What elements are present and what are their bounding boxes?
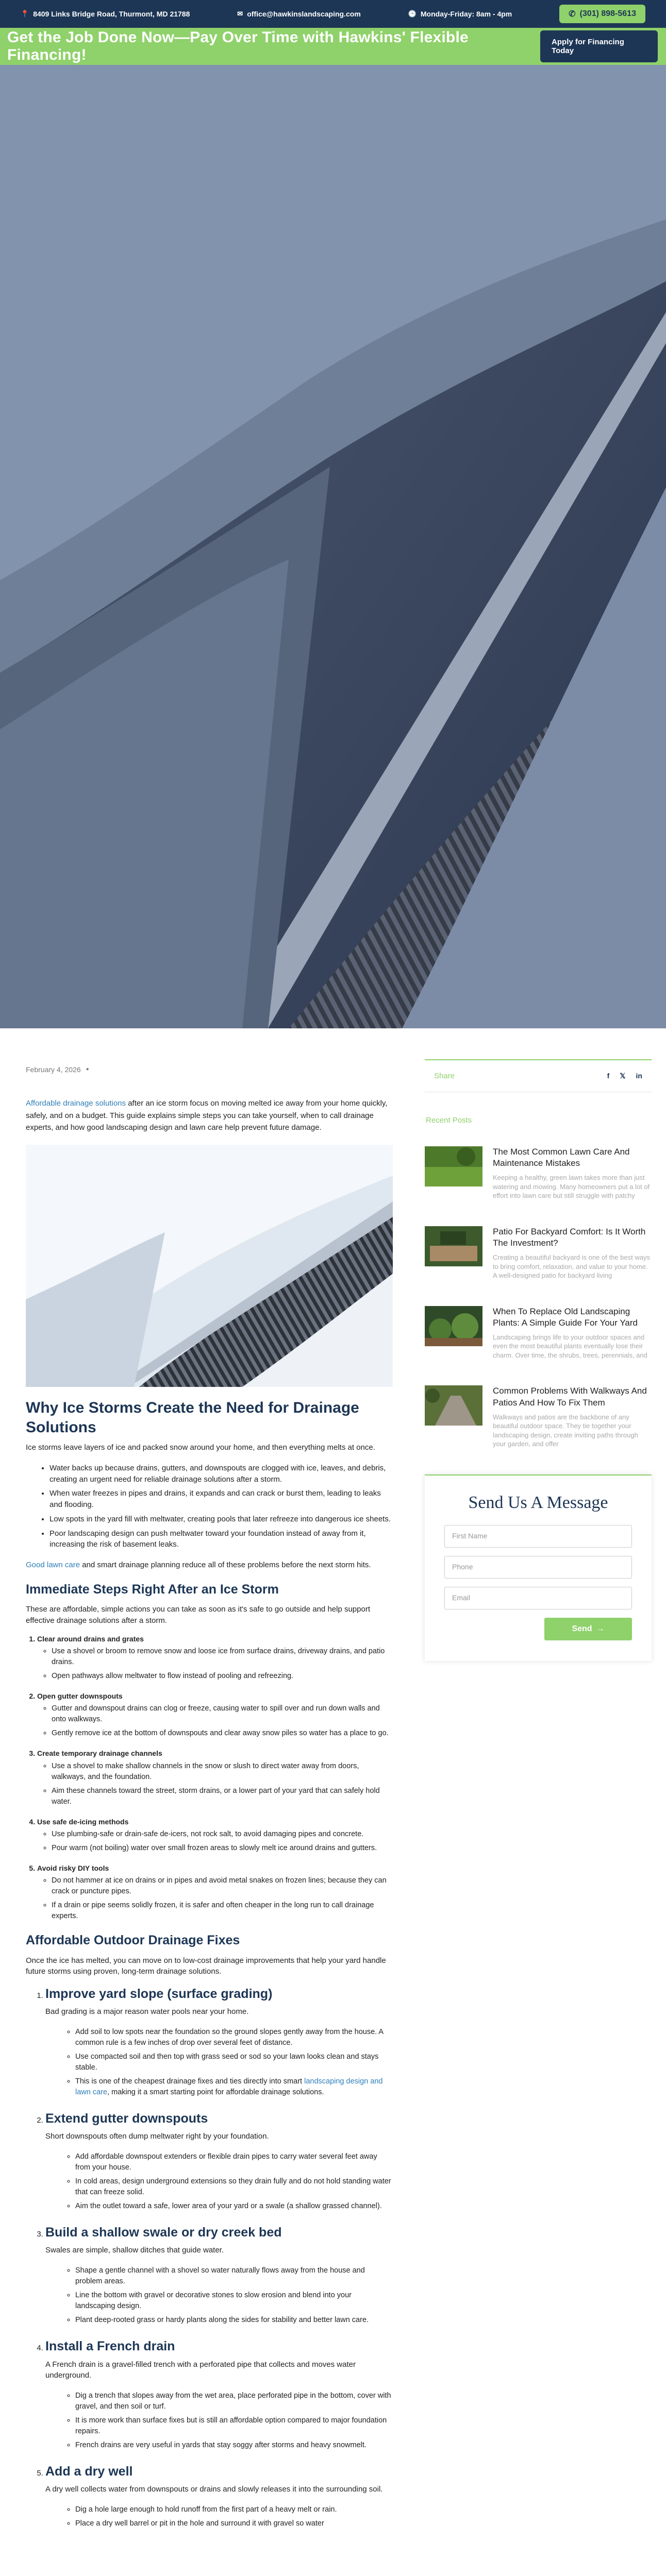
fix-description: A French drain is a gravel-filled trench with a perforated pipe that collects and moves water underground. — [45, 2360, 356, 2380]
drainage-fixes-list — [45, 1985, 393, 2529]
intro-paragraph — [26, 1097, 393, 1133]
arrow-right-icon: → — [596, 1624, 605, 1633]
why-paragraph: Ice storms leave layers of ice and packed snow around your home, and then everything melts at once. — [26, 1443, 375, 1452]
fix-description: Bad grading is a major reason water pools near your home. — [45, 2007, 249, 2016]
post-excerpt: Keeping a healthy, green lawn takes more than just watering and mowing. Many homeowners put a lot of effort into lawn care but still struggle with patchy — [493, 1174, 650, 1200]
promo-text: Get the Job Done Now—Pay Over Time with Hawkins' Flexible Financing! — [7, 29, 469, 63]
contact-form — [425, 1475, 652, 1661]
fix-title: 3. Build a shallow swale or dry creek bed — [45, 2225, 282, 2240]
hero-image — [0, 65, 666, 1028]
list-item: ◦ Do not hammer at ice on drains or in pipes and avoid metal snakes on frozen lines; because they can crack or puncture pipes. — [52, 1875, 393, 1897]
hours-item — [408, 10, 512, 18]
phone-button[interactable] — [559, 5, 645, 23]
step-title: Avoid risky DIY tools — [37, 1863, 109, 1872]
recent-posts-heading: Recent Posts — [426, 1116, 472, 1125]
sidebar — [425, 1059, 652, 1661]
list-item: ◦ Gutter and downspout drains can clog or freeze, causing water to spill over and run down walls and onto walkways. — [52, 1703, 393, 1725]
phone-field[interactable]: Phone — [444, 1556, 632, 1579]
post-thumbnail[interactable] — [425, 1146, 482, 1187]
hours-text: Monday-Friday: 8am - 4pm — [420, 10, 512, 18]
meta-dot: ● — [86, 1066, 89, 1072]
article-image — [26, 1145, 393, 1387]
post-thumbnail[interactable] — [425, 1385, 482, 1426]
fix-title: 1. Improve yard slope (surface grading) — [45, 1987, 273, 2002]
fix-item — [45, 2462, 393, 2529]
envelope-icon: ✉ — [237, 10, 243, 18]
list-item: ◦ It is more work than surface fixes but is still an affordable option compared to major foundation repairs. — [75, 2415, 393, 2437]
list-item: ◦ Open pathways allow meltwater to flow instead of pooling and refreezing. — [52, 1671, 393, 1682]
recent-post[interactable] — [425, 1146, 652, 1200]
fix-item — [45, 2337, 393, 2451]
immediate-steps-list — [37, 1634, 393, 1922]
facebook-icon[interactable]: f — [607, 1072, 610, 1080]
first-name-field[interactable]: First Name — [444, 1525, 632, 1548]
send-button[interactable] — [544, 1618, 632, 1640]
list-item: • Water backs up because drains, gutters, and downspouts are clogged with ice, leaves, and debris, creating an urgent need for reliable drainage solutions after a storm. — [49, 1463, 393, 1485]
social-icons — [607, 1072, 642, 1080]
step-title: Clear around drains and grates — [37, 1634, 144, 1643]
list-item: • Low spots in the yard fill with meltwater, creating pools that later refreeze into dangerous ice sheets. — [49, 1514, 393, 1525]
step-title: Open gutter downspouts — [37, 1691, 123, 1700]
fix-description: A dry well collects water from downspouts or drains and slowly releases it into the surrounding soil. — [45, 2485, 383, 2494]
post-excerpt: Walkways and patios are the backbone of any beautiful outdoor space. They tie together your landscaping design, create inviting paths through your garden, and offer — [493, 1413, 638, 1448]
list-item: ◦ Use plumbing-safe or drain-safe de-icers, not rock salt, to avoid damaging pipes and concrete. — [52, 1829, 393, 1840]
fix-title: 2. Extend gutter downspouts — [45, 2111, 208, 2126]
post-title[interactable]: Patio For Backyard Comfort: Is It Worth The Investment? — [493, 1226, 646, 1248]
lawn-care-text: and smart drainage planning reduce all of these problems before the next storm hits. — [80, 1561, 371, 1570]
step-item — [37, 1817, 393, 1854]
list-item: ◦ Aim the outlet toward a safe, lower area of your yard or a swale (a shallow grassed channel). — [75, 2201, 393, 2212]
list-item: ◦ Add affordable downspout extenders or flexible drain pipes to carry water several feet away from your house. — [75, 2151, 393, 2173]
list-item: ◦ Aim these channels toward the street, storm drains, or a lower part of your yard that can safely hold water. — [52, 1786, 393, 1807]
post-thumbnail[interactable] — [425, 1226, 482, 1266]
fixes-paragraph: Once the ice has melted, you can move on to low-cost drainage improvements that help your yard handle future storms using proven, long-term drainage solutions. — [26, 1956, 386, 1976]
step-item — [37, 1748, 393, 1807]
list-item: ◦ Dig a hole large enough to hold runoff from the first part of a heavy melt or rain. — [75, 2504, 393, 2515]
address-item[interactable] — [21, 10, 190, 18]
list-item: • Poor landscaping design can push meltwater toward your foundation instead of away from it, increasing the risk of basement leaks. — [49, 1528, 393, 1551]
fix-description: Short downspouts often dump meltwater right by your foundation. — [45, 2132, 269, 2141]
step-title: Create temporary drainage channels — [37, 1749, 162, 1758]
list-item: ◦ Add soil to low spots near the foundation so the ground slopes gently away from the house. A common rule is a few inches of drop over several feet of distance. — [75, 2027, 393, 2048]
list-item: ◦ Use a shovel to make shallow channels in the snow or slush to direct water away from doors, walkways, and the foundation. — [52, 1761, 393, 1783]
clock-icon: 🕒 — [408, 10, 417, 18]
fix-item — [45, 2223, 393, 2326]
post-meta — [26, 1064, 393, 1075]
ice-drain-photo — [26, 1145, 393, 1387]
list-item: ◦ If a drain or pipe seems solidly frozen, it is safer and often cheaper in the long run to call drainage experts. — [52, 1900, 393, 1922]
recent-post[interactable] — [425, 1226, 652, 1280]
list-item: ◦ French drains are very useful in yards that stay soggy after storms and heavy snowmelt. — [75, 2440, 393, 2451]
intro-text: after an ice storm focus on moving melted ice away from your home quickly, safely, and on a budget. This guide explains simple steps you can take yourself, when to call drainage experts, and how good landscaping design and lawn care help prevent future damage. — [26, 1099, 388, 1132]
form-title: Send Us A Message — [468, 1493, 608, 1512]
email-item[interactable] — [237, 10, 361, 18]
email-field[interactable]: Email — [444, 1587, 632, 1609]
list-item: ◦ Plant deep-rooted grass or hardy plants along the sides for stability and better lawn care. — [75, 2315, 393, 2326]
list-item: ◦ Gently remove ice at the bottom of downspouts and clear away snow piles so water has a place to go. — [52, 1728, 393, 1739]
post-title[interactable]: When To Replace Old Landscaping Plants: A Simple Guide For Your Yard — [493, 1306, 638, 1328]
step-item — [37, 1691, 393, 1739]
x-twitter-icon[interactable]: 𝕏 — [620, 1072, 626, 1080]
apply-financing-button[interactable]: Apply for Financing Today — [540, 30, 658, 62]
fix-item — [45, 1985, 393, 2098]
fix-description: Swales are simple, shallow ditches that guide water. — [45, 2246, 224, 2255]
post-title[interactable]: Common Problems With Walkways And Patios And How To Fix Them — [493, 1386, 647, 1408]
share-label: Share — [434, 1072, 455, 1080]
recent-post[interactable] — [425, 1385, 652, 1448]
list-item: ◦ Place a dry well barrel or pit in the hole and surround it with gravel so water — [75, 2518, 393, 2529]
fix-title: 5. Add a dry well — [45, 2464, 133, 2479]
why-bullet-list — [49, 1463, 393, 1550]
post-title[interactable]: The Most Common Lawn Care And Maintenance Mistakes — [493, 1147, 630, 1168]
lawn-care-link[interactable]: Good lawn care — [26, 1561, 80, 1570]
phone-text: (301) 898-5613 — [579, 9, 636, 18]
post-date: February 4, 2026 — [26, 1065, 81, 1074]
post-excerpt: Creating a beautiful backyard is one of the best ways to bring comfort, relaxation, and value to your home. A well-designed patio for backyard living — [493, 1253, 650, 1280]
email-text: office@hawkinslandscaping.com — [247, 10, 361, 18]
list-item: ◦ Use compacted soil and then top with grass seed or sod so your lawn looks clean and stays stable. — [75, 2052, 393, 2073]
post-thumbnail[interactable] — [425, 1306, 482, 1346]
share-bar — [425, 1059, 652, 1092]
content-area — [0, 1028, 666, 2576]
list-item: ◦ Dig a trench that slopes away from the wet area, place perforated pipe in the bottom, cover with gravel, and then soil or turf. — [75, 2391, 393, 2412]
steps-paragraph: These are affordable, simple actions you can take as soon as it's safe to go outside and help support effective drainage solutions after a storm. — [26, 1605, 370, 1625]
send-label: Send — [572, 1624, 592, 1633]
post-excerpt: Landscaping brings life to your outdoor spaces and even the most beautiful plants eventually lose their charm. Over time, the shrubs, trees, perennials, and — [493, 1333, 647, 1359]
heading-immediate-steps: Immediate Steps Right After an Ice Storm — [26, 1582, 279, 1597]
financing-promo-bar — [0, 28, 666, 65]
linkedin-icon[interactable]: in — [636, 1072, 642, 1080]
hero-ice-drain-illustration — [0, 65, 666, 1028]
heading-affordable-fixes: Affordable Outdoor Drainage Fixes — [26, 1933, 240, 1948]
phone-icon: ✆ — [569, 10, 576, 19]
article — [26, 1064, 393, 2540]
drainage-solutions-link[interactable]: Affordable drainage solutions — [26, 1099, 126, 1108]
list-item: ◦ Line the bottom with gravel or decorative stones to slow erosion and blend into your landscaping design. — [75, 2290, 393, 2312]
list-item: ◦ Shape a gentle channel with a shovel so water naturally flows away from the house and problem areas. — [75, 2265, 393, 2287]
fix-title: 4. Install a French drain — [45, 2339, 175, 2354]
list-item: ◦ In cold areas, design underground extensions so they drain fully and do not hold standing water that can freeze solid. — [75, 2176, 393, 2198]
list-item: • When water freezes in pipes and drains, it expands and can crack or burst them, leading to leaks and flooding. — [49, 1488, 393, 1511]
heading-why-ice-storms: Why Ice Storms Create the Need for Drainage Solutions — [26, 1399, 359, 1436]
map-pin-icon: 📍 — [21, 10, 29, 18]
list-item: ◦ Pour warm (not boiling) water over small frozen areas to slowly melt ice around drains and gutters. — [52, 1843, 393, 1854]
lawn-care-paragraph — [26, 1560, 393, 1571]
fix-item — [45, 2109, 393, 2212]
landscaping-design-link[interactable]: landscaping design and lawn care — [75, 2077, 383, 2097]
step-item — [37, 1863, 393, 1922]
top-info-bar — [0, 0, 666, 28]
step-title: Use safe de-icing methods — [37, 1817, 129, 1826]
list-item: ◦ Use a shovel or broom to remove snow and loose ice from surface drains, driveway drains, and patio drains. — [52, 1646, 393, 1668]
recent-post[interactable] — [425, 1306, 652, 1360]
address-text: 8409 Links Bridge Road, Thurmont, MD 21788 — [33, 10, 190, 18]
step-item — [37, 1634, 393, 1682]
list-item: ◦ This is one of the cheapest drainage fixes and ties directly into smart landscaping design and lawn care, making it a smart starting point for affordable drainage solutions. — [75, 2076, 393, 2098]
